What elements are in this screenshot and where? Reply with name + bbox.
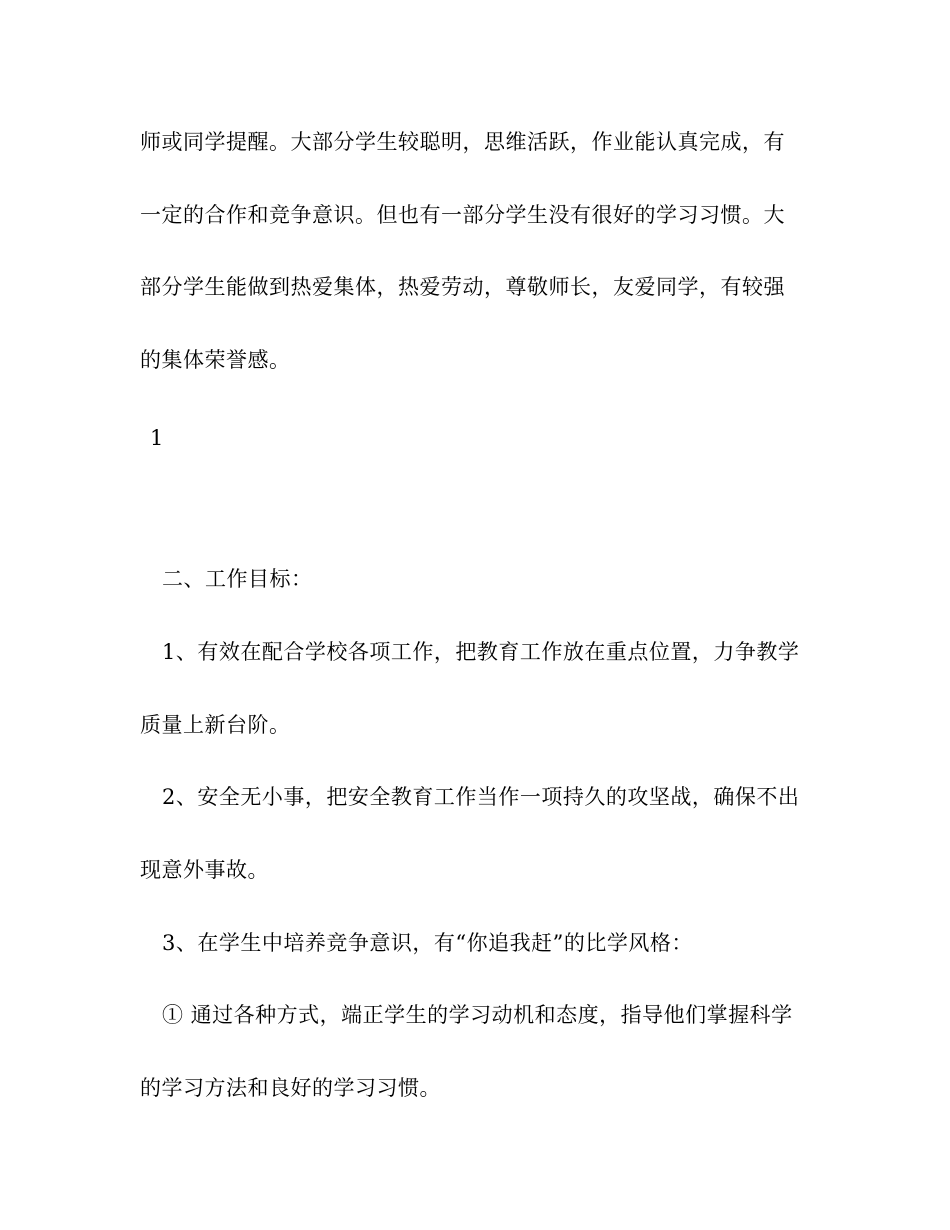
paragraph-1-line-2: 一定的合作和竞争意识。但也有一部分学生没有很好的学习习惯。大 [140,203,785,227]
item-1-line-1: 1、有效在配合学校各项工作，把教育工作放在重点位置，力争教学 [162,640,800,664]
item-2-line-1: 2、安全无小事，把安全教育工作当作一项持久的攻坚战，确保不出 [162,785,800,809]
item-2-line-2: 现意外事故。 [140,858,269,882]
page-number: 1 [150,426,164,450]
sub-item-1-line-1: ① 通过各种方式，端正学生的学习动机和态度，指导他们掌握科学 [162,1003,793,1027]
paragraph-1-line-1: 师或同学提醒。大部分学生较聪明，思维活跃，作业能认真完成，有 [140,130,785,154]
sub-item-1-line-2: 的学习方法和良好的学习习惯。 [140,1076,441,1100]
paragraph-1-line-3: 部分学生能做到热爱集体，热爱劳动，尊敬师长，友爱同学，有较强 [140,275,785,299]
item-1-line-2: 质量上新台阶。 [140,713,291,737]
paragraph-1-line-4: 的集体荣誉感。 [140,348,291,372]
section-heading: 二、工作目标： [162,567,313,591]
item-3-line-1: 3、在学生中培养竞争意识，有“你追我赶”的比学风格： [162,931,693,955]
